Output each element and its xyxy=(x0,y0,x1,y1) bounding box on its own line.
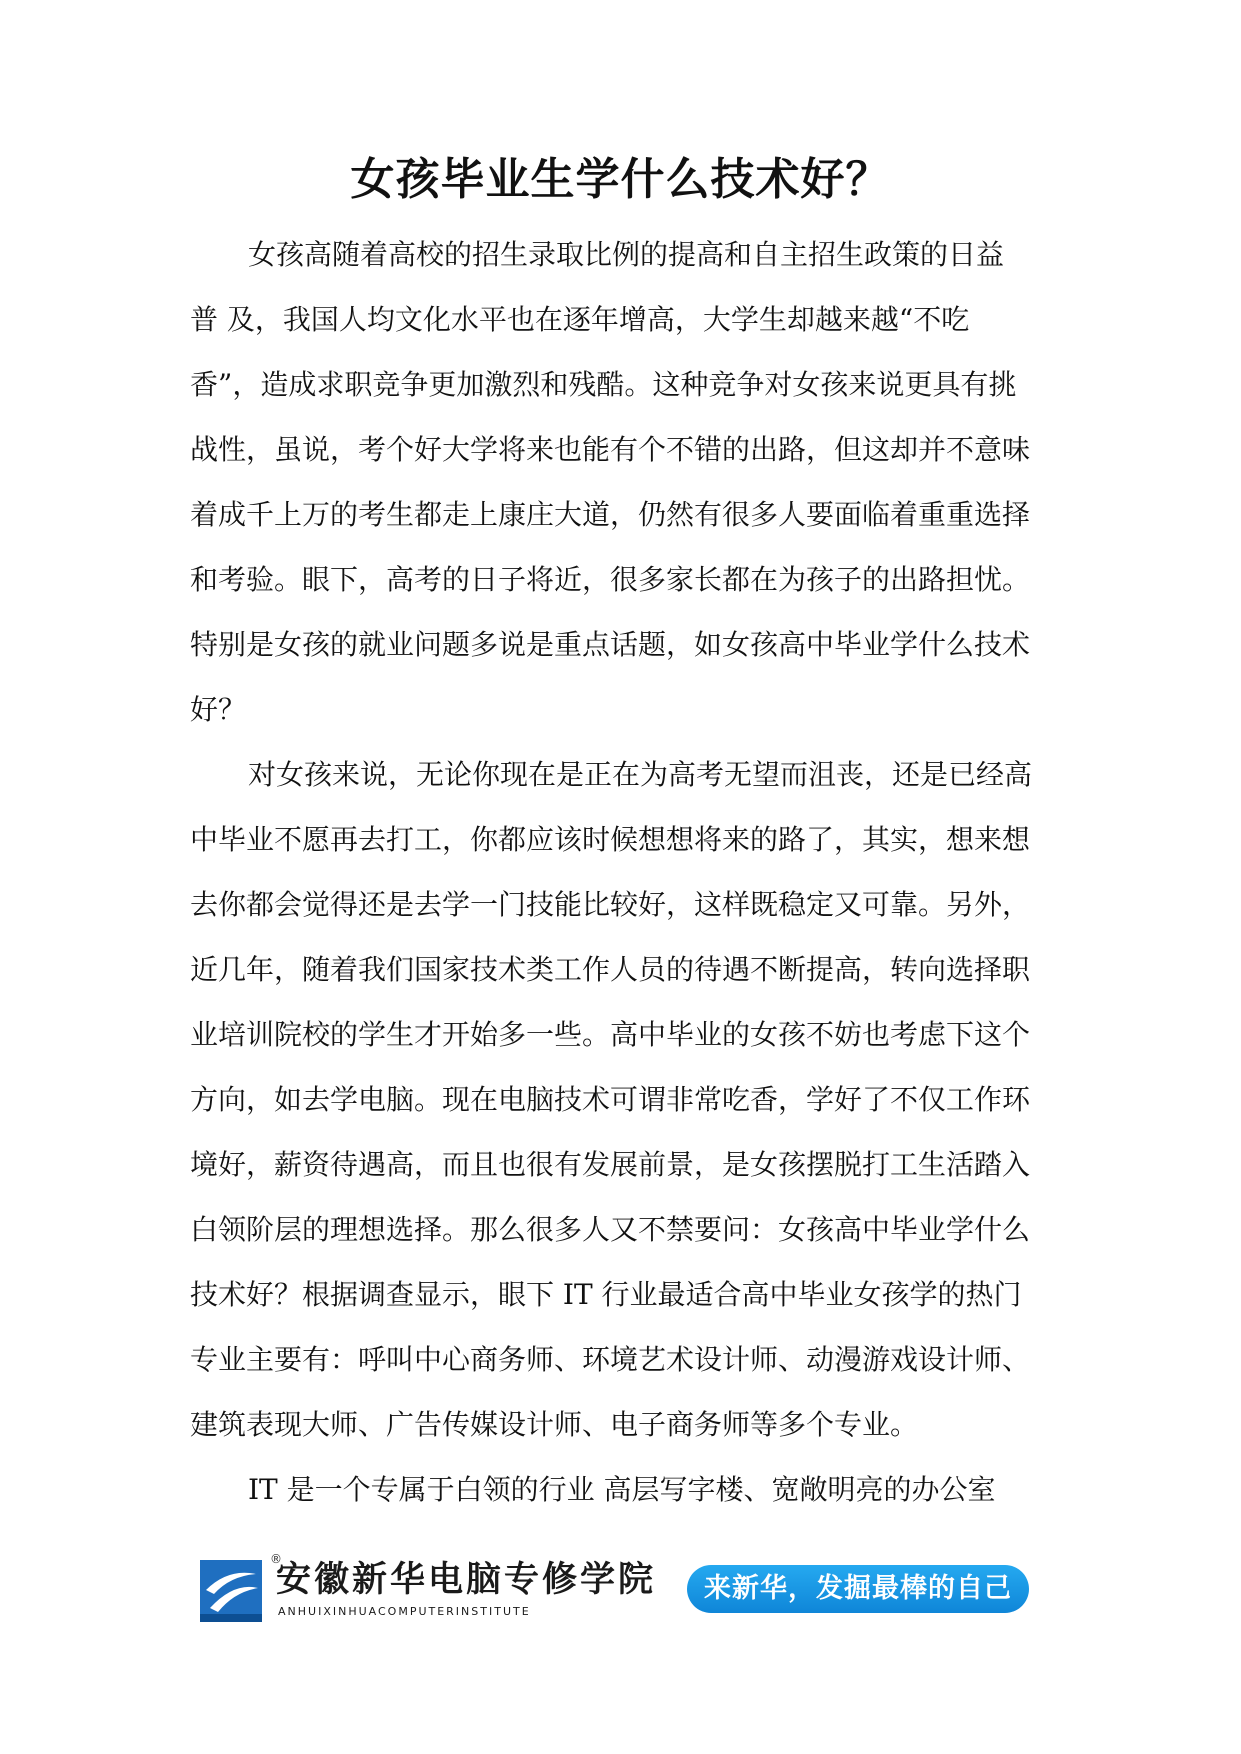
slogan-badge: 来新华，发掘最棒的自己 xyxy=(687,1565,1029,1613)
text-line: 着成千上万的考生都走上康庄大道，仍然有很多人要面临着重重选择 xyxy=(190,498,1031,531)
paragraph-3 xyxy=(190,1457,1070,1522)
text-line: 中毕业不愿再去打工，你都应该时候想想将来的路了，其实，想来想 xyxy=(190,823,1031,856)
text-line: 普 及，我国人均文化水平也在逐年增高，大学生却越来越“不吃 xyxy=(190,303,970,336)
footer-banner xyxy=(0,1550,1241,1630)
text-line: 境好，薪资待遇高，而且也很有发展前景，是女孩摆脱打工生活踏入 xyxy=(190,1148,1031,1181)
text-line: 近几年，随着我们国家技术类工作人员的待遇不断提高，转向选择职 xyxy=(190,953,1031,986)
text-line: IT 是一个专属于白领的行业 高层写字楼、宽敞明亮的办公室 xyxy=(248,1473,996,1506)
text-line: 女孩高随着高校的招生录取比例的提高和自主招生政策的日益 xyxy=(248,238,1005,271)
paragraph-1 xyxy=(190,222,1070,742)
text-line: 技术好？根据调查显示，眼下 IT 行业最适合高中毕业女孩学的热门 xyxy=(190,1278,1022,1311)
text-line: 白领阶层的理想选择。那么很多人又不禁要问：女孩高中毕业学什么 xyxy=(190,1213,1031,1246)
text-line: 对女孩来说，无论你现在是正在为高考无望而沮丧，还是已经高 xyxy=(248,758,1033,791)
school-name-english: ANHUIXINHUACOMPUTERINSTITUTE xyxy=(278,1605,531,1618)
text-line: 方向，如去学电脑。现在电脑技术可谓非常吃香，学好了不仅工作环 xyxy=(190,1083,1031,1116)
text-line: 香”，造成求职竞争更加激烈和残酷。这种竞争对女孩来说更具有挑 xyxy=(190,368,1017,401)
paragraph-2 xyxy=(190,742,1070,1457)
article-body xyxy=(190,222,1070,1522)
text-line: 去你都会觉得还是去学一门技能比较好，这样既稳定又可靠。另外， xyxy=(190,888,1031,921)
xinhua-logo-icon xyxy=(200,1560,262,1622)
text-line: 战性，虽说，考个好大学将来也能有个不错的出路，但这却并不意味 xyxy=(190,433,1031,466)
text-line: 和考验。眼下，高考的日子将近，很多家长都在为孩子的出路担忧。 xyxy=(190,563,1031,596)
page-title: 女孩毕业生学什么技术好？ xyxy=(350,154,891,205)
text-line: 业培训院校的学生才开始多一些。高中毕业的女孩不妨也考虑下这个 xyxy=(190,1018,1031,1051)
text-line: 好？ xyxy=(190,693,247,726)
registered-mark: ® xyxy=(270,1552,282,1566)
school-name: 安徽新华电脑专修学院 xyxy=(276,1560,657,1600)
text-line: 专业主要有：呼叫中心商务师、环境艺术设计师、动漫游戏设计师、 xyxy=(190,1343,1031,1376)
text-line: 建筑表现大师、广告传媒设计师、电子商务师等多个专业。 xyxy=(190,1408,919,1441)
text-line: 特别是女孩的就业问题多说是重点话题，如女孩高中毕业学什么技术 xyxy=(190,628,1031,661)
